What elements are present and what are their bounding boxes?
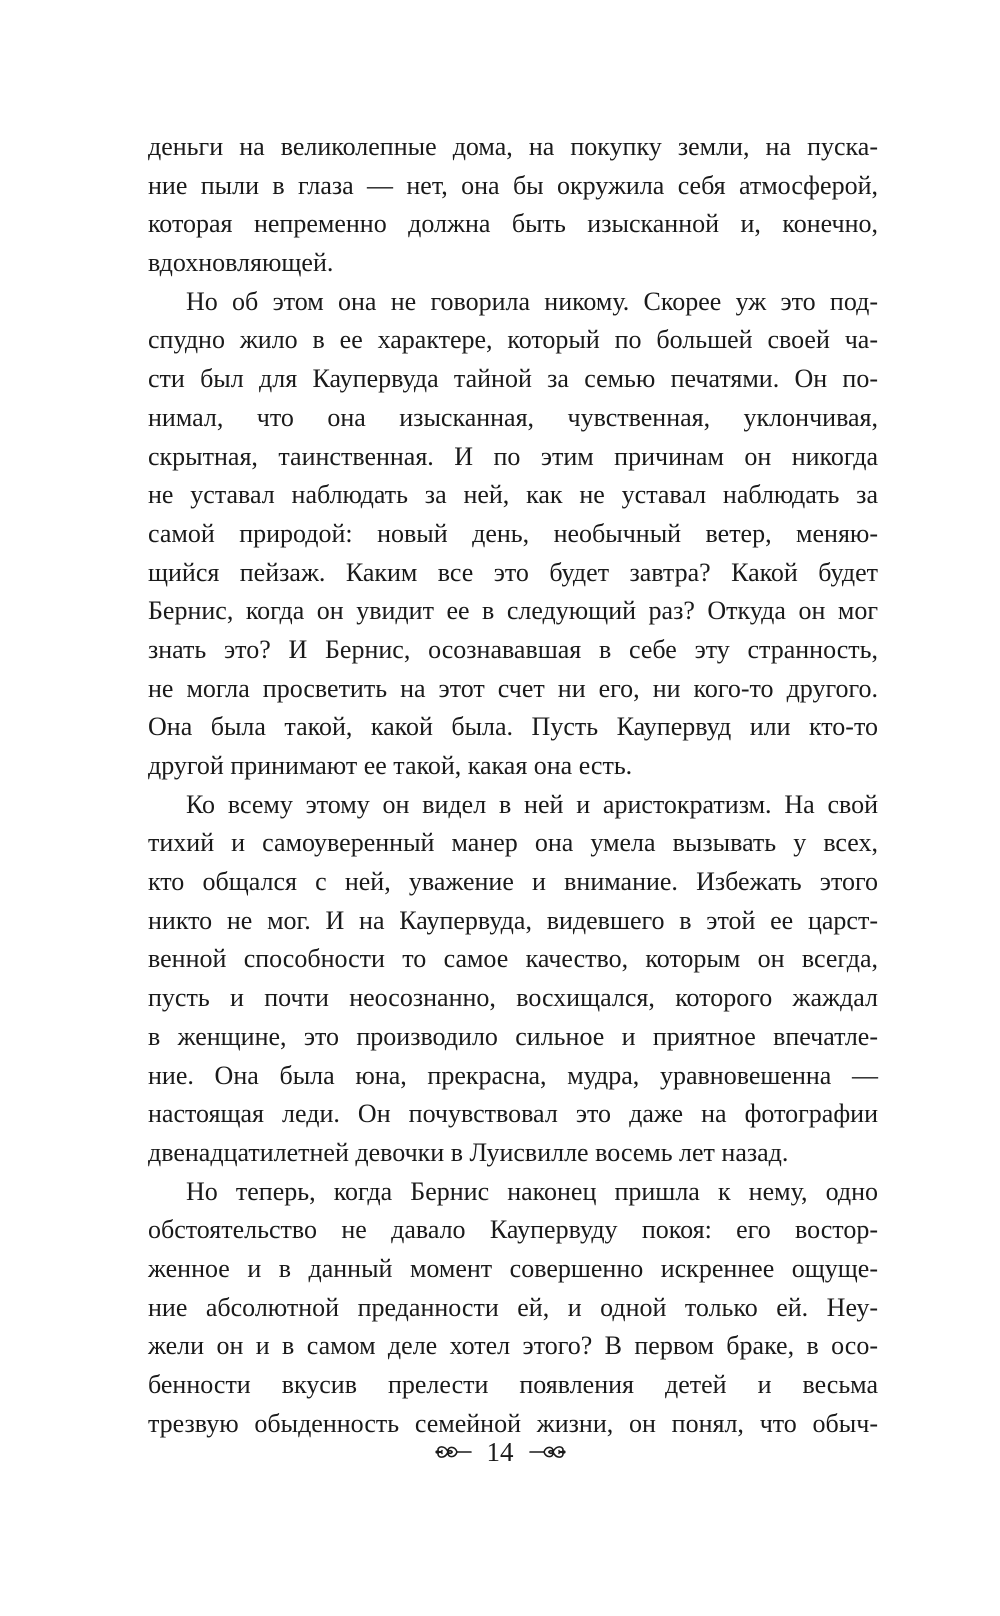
text-line: щийся пейзаж. Каким все это будет завтра? Какой будет [148, 557, 878, 587]
text-line: вдохновляющей. [148, 248, 334, 278]
text-line: пусть и почти неосознанно, восхищался, которого жаждал [148, 983, 878, 1013]
text-line: кто общался с ней, уважение и внимание. Избежать этого [148, 867, 878, 897]
text-line: другой принимают ее такой, какая она есть. [148, 751, 633, 780]
fleuron-left-icon [435, 1440, 473, 1464]
text-line: бенности вкусив прелести появления детей и весьма [148, 1370, 878, 1399]
text-line: скрытная, таинственная. И по этим причинам он никогда [148, 441, 878, 471]
text-line: нимал, что она изысканная, чувственная, уклончивая, [148, 402, 878, 432]
text-line: тихий и самоуверенный манер она умела вызывать у всех, [148, 828, 878, 858]
text-line: настоящая леди. Он почувствовал это даже на фотографии [148, 1099, 878, 1129]
text-line: спудно жило в ее характере, который по большей своей ча- [148, 325, 878, 355]
text-line: никто не мог. И на Каупервуда, видевшего в этой ее царст- [148, 905, 878, 935]
text-line: деньги на великолепные дома, на покупку земли, на пуска- [148, 132, 878, 161]
text-line: венной способности то самое качество, которым он всегда, [148, 944, 878, 974]
text-line: которая непременно должна быть изысканной и, конечно, [148, 209, 878, 239]
text-line: в женщине, это производило сильное и приятное впечатле- [148, 1021, 878, 1051]
text-line: не уставал наблюдать за ней, как не уставал наблюдать за [148, 480, 878, 510]
text-line: ние абсолютной преданности ей, и одной только ей. Неу- [148, 1292, 878, 1322]
text-line: Бернис, когда он увидит ее в следующий раз? Откуда он мог [148, 596, 878, 626]
text-line: трезвую обыденность семейной жизни, он понял, что обыч- [148, 1408, 878, 1438]
paragraph-first-line: Но теперь, когда Бернис наконец пришла к нему, одно [186, 1176, 878, 1206]
page-number: 14 [486, 1437, 514, 1467]
text-line: ние пыли в глаза — нет, она бы окружила себя атмосферой, [148, 170, 878, 200]
text-line: знать это? И Бернис, осознававшая в себе эту странность, [148, 634, 878, 664]
paragraph-first-line: Ко всему этому он видел в ней и аристократизм. На свой [186, 789, 878, 819]
text-line: двенадцатилетней девочки в Луисвилле восемь лет назад. [148, 1137, 789, 1167]
body-text [148, 128, 878, 1443]
text-line: обстоятельство не давало Каупервуду покоя: его востор- [148, 1215, 878, 1245]
fleuron-right-icon [528, 1440, 566, 1464]
text-line: жели он и в самом деле хотел этого? В первом браке, в осо- [148, 1331, 878, 1361]
paragraph-first-line: Но об этом она не говорила никому. Скорее уж это под- [186, 286, 878, 316]
text-line: ние. Она была юна, прекрасна, мудра, уравновешенна — [148, 1060, 878, 1090]
text-line: не могла просветить на этот счет ни его, ни кого-то другого. [148, 673, 878, 703]
text-line: самой природой: новый день, необычный ветер, меняю- [148, 518, 878, 548]
text-line: женное и в данный момент совершенно искреннее ощуще- [148, 1253, 878, 1283]
page-footer [0, 1432, 1000, 1472]
text-line: сти был для Каупервуда тайной за семью печатями. Он по- [148, 364, 878, 394]
text-line: Она была такой, какой была. Пусть Каупервуд или кто-то [148, 712, 878, 742]
